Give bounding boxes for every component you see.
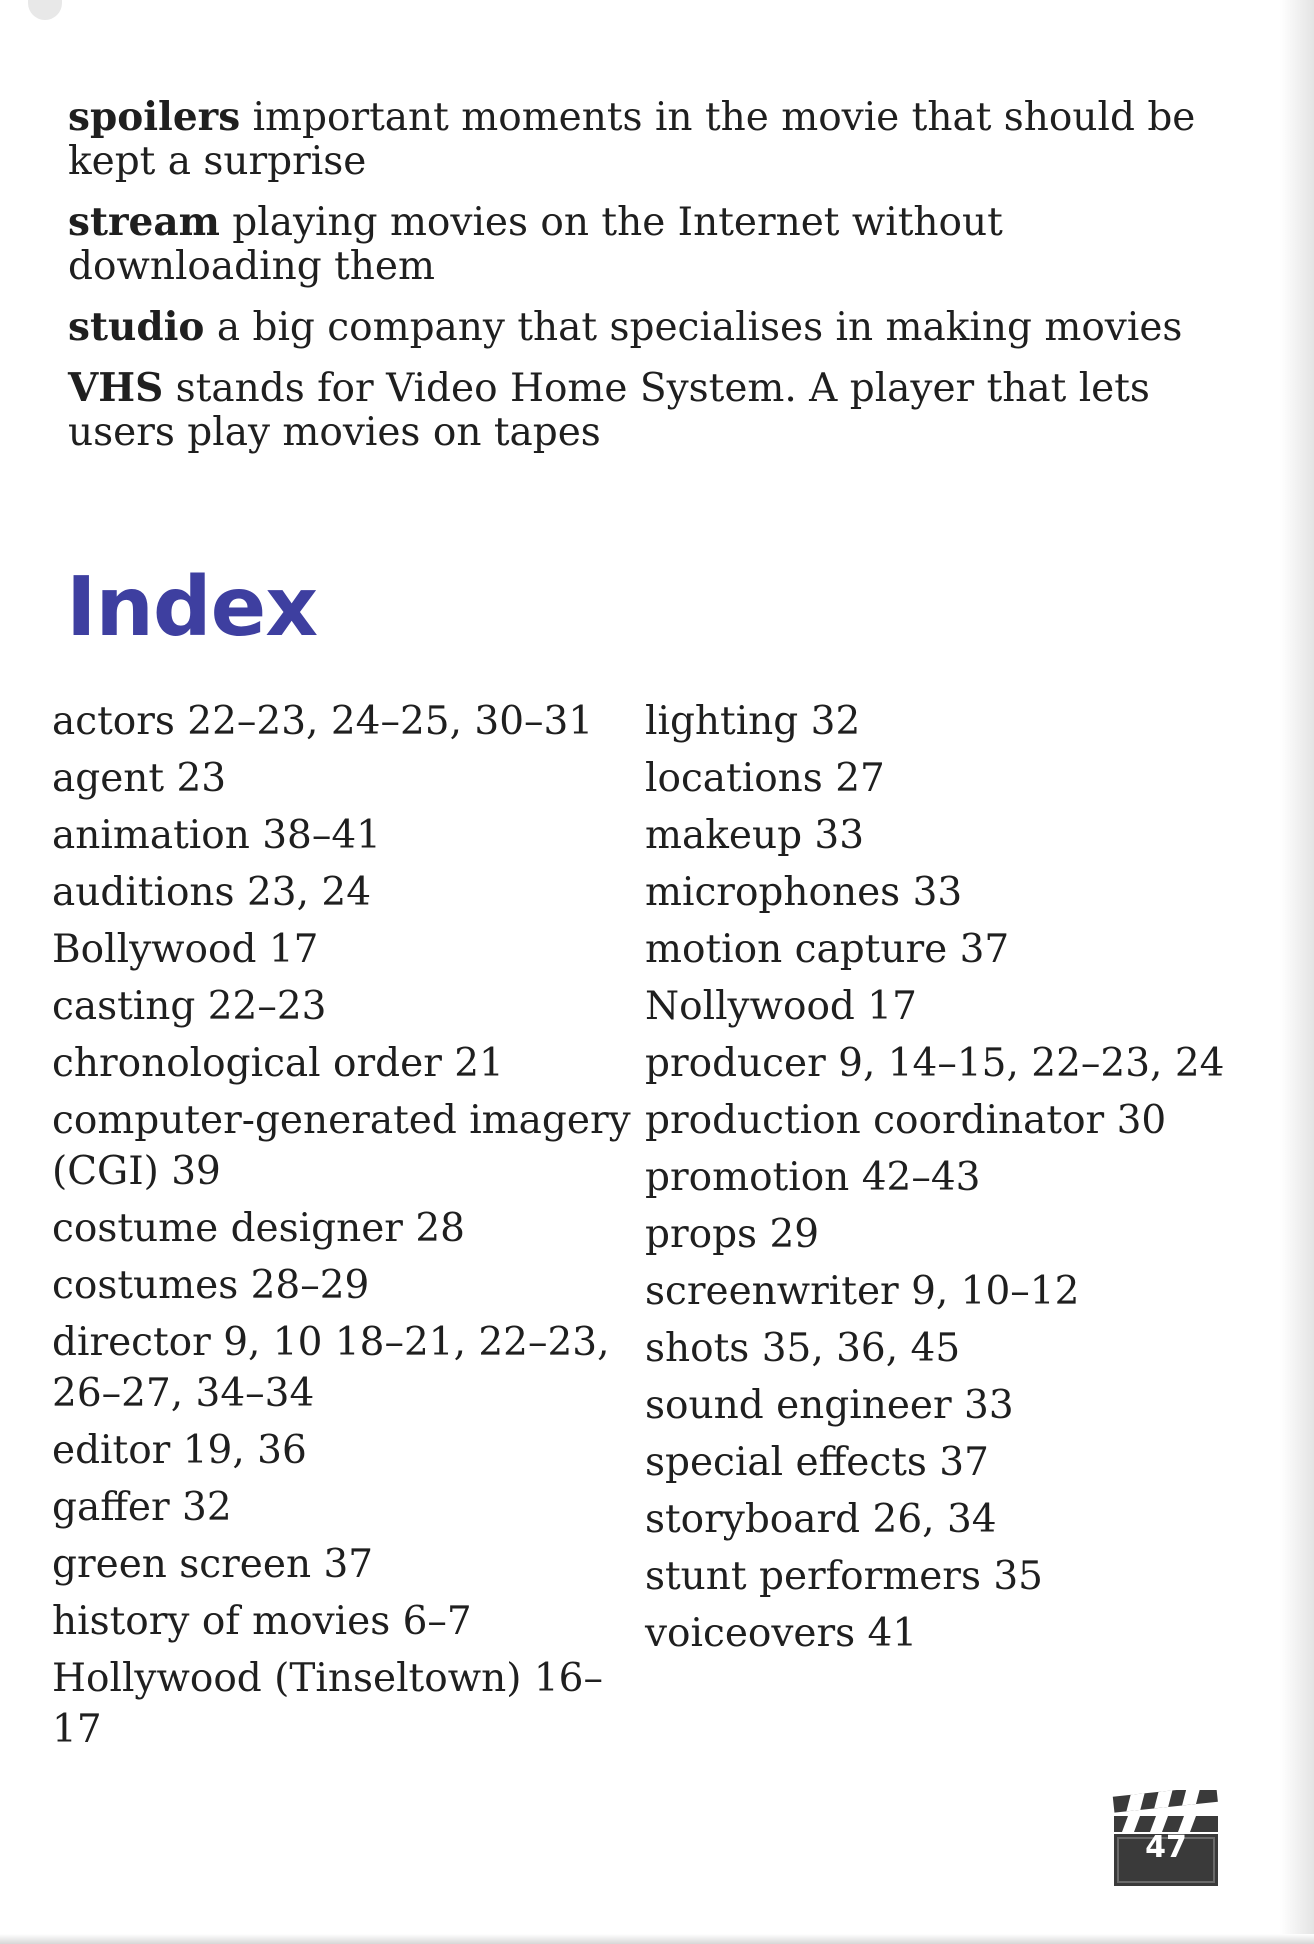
index-left-column (52, 696, 652, 1761)
index-entry: production coordinator 30 (645, 1098, 1167, 1143)
page-bottom-edge (0, 1934, 1314, 1944)
index-entry: computer-generated imagery (CGI) 39 (52, 1098, 631, 1194)
index-entry: history of movies 6–7 (52, 1599, 472, 1644)
glossary-definition: a big company that specialises in making movies (204, 305, 1183, 350)
index-entry: microphones 33 (645, 870, 963, 915)
index-entry: locations 27 (645, 756, 885, 801)
index-entry: makeup 33 (645, 813, 865, 858)
index-heading: Index (66, 560, 318, 655)
index-entry: green screen 37 (52, 1542, 374, 1587)
index-entry: shots 35, 36, 45 (645, 1326, 961, 1371)
glossary-section (68, 95, 1218, 471)
index-entry: screenwriter 9, 10–12 (645, 1269, 1080, 1314)
index-entry: actors 22–23, 24–25, 30–31 (52, 699, 594, 744)
glossary-entry-studio (68, 305, 1218, 350)
glossary-term: stream (68, 199, 220, 245)
index-entry: chronological order 21 (52, 1041, 504, 1086)
index-entry: auditions 23, 24 (52, 870, 372, 915)
glossary-definition: important moments in the movie that should be kept a surprise (68, 95, 1196, 184)
glossary-term: VHS (68, 365, 164, 411)
index-entry: Hollywood (Tinseltown) 16–17 (52, 1656, 603, 1752)
index-entry: producer 9, 14–15, 22–23, 24 (645, 1041, 1225, 1086)
index-entry: sound engineer 33 (645, 1383, 1014, 1428)
index-entry: props 29 (645, 1212, 820, 1257)
index-entry: special effects 37 (645, 1440, 989, 1485)
index-entry: stunt performers 35 (645, 1554, 1043, 1599)
glossary-entry-stream (68, 200, 1218, 289)
glossary-definition: stands for Video Home System. A player that lets users play movies on tapes (68, 366, 1150, 455)
page-corner-mark (28, 0, 62, 20)
index-entry: Bollywood 17 (52, 927, 319, 972)
index-entry: Nollywood 17 (645, 984, 917, 1029)
glossary-entry-vhs (68, 366, 1218, 455)
index-right-column (645, 696, 1245, 1665)
index-entry: agent 23 (52, 756, 227, 801)
index-entry: animation 38–41 (52, 813, 381, 858)
index-entry: director 9, 10 18–21, 22–23, 26–27, 34–34 (52, 1320, 610, 1416)
glossary-term: spoilers (68, 94, 241, 140)
page-number-badge (1110, 1790, 1222, 1890)
page-edge-shadow (1280, 0, 1314, 1944)
glossary-definition: playing movies on the Internet without downloading them (68, 200, 1003, 289)
index-entry: voiceovers 41 (645, 1611, 918, 1656)
index-entry: editor 19, 36 (52, 1428, 307, 1473)
glossary-entry-spoilers (68, 95, 1218, 184)
index-entry: promotion 42–43 (645, 1155, 981, 1200)
index-entry: casting 22–23 (52, 984, 327, 1029)
index-entry: storyboard 26, 34 (645, 1497, 997, 1542)
index-entry: motion capture 37 (645, 927, 1010, 972)
glossary-term: studio (68, 304, 205, 350)
index-entry: costumes 28–29 (52, 1263, 370, 1308)
index-entry: costume designer 28 (52, 1206, 465, 1251)
index-entry: gaffer 32 (52, 1485, 232, 1530)
page-number: 47 (1145, 1830, 1187, 1865)
index-entry: lighting 32 (645, 699, 861, 744)
